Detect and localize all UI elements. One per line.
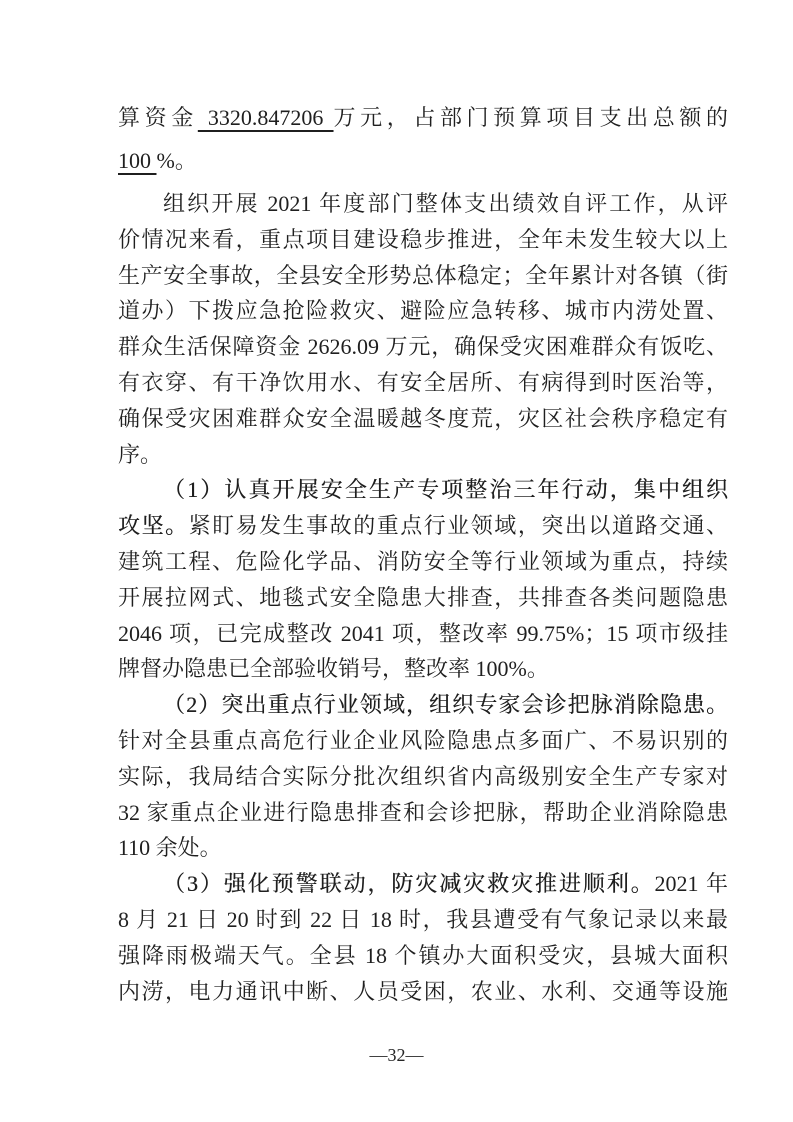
text-segment: 价情况来看，重点项目建设稳步推进，全年未发生较大以上	[118, 226, 728, 252]
text-segment: 2046 项，已完成整改 2041 项，整改率 99.75%；15 项市级挂	[118, 620, 728, 646]
text-segment: 有衣穿、有干净饮用水、有安全居所、有病得到时医治等，	[118, 369, 728, 395]
text-line	[118, 795, 728, 831]
text-segment: 实际，我局结合实际分批次组织省内高级别安全生产专家对	[118, 763, 728, 789]
text-segment: 2021 年	[654, 871, 728, 897]
text-segment: 组织开展 2021 年度部门整体支出绩效自评工作，从评	[163, 191, 728, 216]
text-segment: 8 月 21 日 20 时到 22 日 18 时，我县遭受有气象记录以来最	[118, 906, 728, 932]
text-line	[118, 723, 728, 759]
page-number: —32—	[369, 1045, 424, 1065]
text-line	[118, 258, 728, 294]
paragraph-budget-total	[118, 96, 728, 182]
text-segment: 紧盯易发生事故的重点行业领域，突出以道路交通、	[188, 513, 728, 539]
text-segment: 32 家重点企业进行隐患排查和会诊把脉，帮助企业消除隐患	[118, 799, 728, 825]
text-line	[118, 437, 728, 473]
text-line	[118, 902, 728, 938]
paragraph-item-1	[118, 472, 728, 687]
text-line	[118, 616, 728, 652]
text-segment: 建筑工程、危险化学品、消防安全等行业领域为重点，持续	[118, 548, 728, 574]
text-line	[118, 222, 728, 258]
text-line	[118, 365, 728, 401]
text-line	[118, 293, 728, 329]
text-segment: 算资金	[118, 105, 198, 130]
text-line	[118, 186, 728, 222]
text-segment: 牌督办隐患已全部验收销号，整改率 100%。	[118, 656, 549, 682]
document-text-block	[118, 96, 728, 1009]
text-segment: 针对全县重点高危行业企业风险隐患点多面广、不易识别的	[118, 727, 728, 753]
text-line	[118, 866, 728, 902]
text-segment: 110 余处。	[118, 835, 222, 861]
text-line	[118, 651, 728, 687]
kai-emphasis-text: （1）认真开展安全生产专项整治三年行动，集中组织	[163, 477, 728, 503]
text-line	[118, 472, 728, 508]
text-line	[118, 508, 728, 544]
paragraph-item-2	[118, 687, 728, 866]
text-line	[118, 96, 728, 139]
text-line	[118, 687, 728, 723]
text-line	[118, 759, 728, 795]
text-line	[118, 974, 728, 1010]
text-segment: 开展拉网式、地毯式安全隐患大排查，共排查各类问题隐患	[118, 584, 728, 610]
kai-emphasis-text: （3）强化预警联动，防灾减灾救灾推进顺利。	[163, 871, 655, 897]
text-segment: 内涝，电力通讯中断、人员受困，农业、水利、交通等设施	[118, 978, 728, 1004]
kai-emphasis-text: 攻坚。	[118, 513, 189, 539]
text-segment: 强降雨极端天气。全县 18 个镇办大面积受灾，县城大面积	[118, 942, 728, 968]
text-segment: 序。	[118, 441, 163, 467]
text-line	[118, 544, 728, 580]
text-segment: 万元，占部门预算项目支出总额的	[333, 105, 728, 130]
text-segment: 确保受灾困难群众安全温暖越冬度荒，灾区社会秩序稳定有	[118, 405, 728, 431]
text-segment: 生产安全事故，全县安全形势总体稳定；全年累计对各镇（街	[118, 262, 728, 288]
underlined-value: 3320.847206	[197, 105, 334, 130]
text-line	[118, 938, 728, 974]
text-line	[118, 329, 728, 365]
text-line	[118, 580, 728, 616]
kai-emphasis-text: （2）突出重点行业领域，组织专家会诊把脉消除隐患。	[163, 692, 728, 718]
text-segment: 道办）下拨应急抢险救灾、避险应急转移、城市内涝处置、	[118, 298, 728, 324]
text-segment: 群众生活保障资金 2626.09 万元，确保受灾困难群众有饭吃、	[118, 334, 728, 360]
text-line	[118, 830, 728, 866]
text-segment: %。	[156, 148, 197, 173]
paragraph-self-evaluation	[118, 186, 728, 472]
underlined-value: 100	[118, 148, 157, 173]
text-line	[118, 401, 728, 437]
text-line	[118, 139, 728, 182]
paragraph-item-3	[118, 866, 728, 1009]
